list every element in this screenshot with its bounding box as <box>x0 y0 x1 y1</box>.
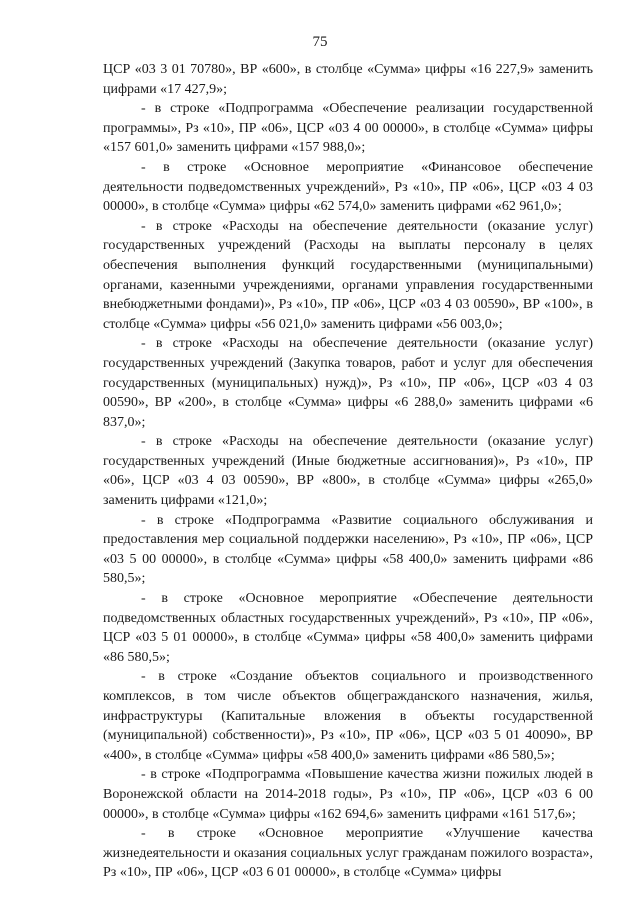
paragraph: - в строке «Основное мероприятие «Обеспечение деятельности подведомственных областных государственных учреждений», Рз «10», ПР «06», ЦСР «03 5 01 00000», в столбце «Сумма» цифры «58 400,0» заменить цифрами «86 580,5»; <box>103 591 593 665</box>
paragraph-continuation: ЦСР «03 3 01 70780», ВР «600», в столбце «Сумма» цифры «16 227,9» заменить цифрами «17 427,9»; <box>103 62 593 97</box>
paragraph: - в строке «Основное мероприятие «Улучшение качества жизнедеятельности и оказания социальных услуг гражданам пожилого возраста», Рз «10», ПР «06», ЦСР «03 6 01 00000», в столбце «Сумма» цифры <box>103 826 593 881</box>
paragraph: - в строке «Подпрограмма «Обеспечение реализации государственной программы», Рз «10», ПР «06», ЦСР «03 4 00 00000», в столбце «Сумма» цифры «157 601,0» заменить цифрами «157 988,0»; <box>103 101 593 156</box>
paragraph: - в строке «Расходы на обеспечение деятельности (оказание услуг) государственных учреждений (Закупка товаров, работ и услуг для обеспечения государственных (муниципальных) нужд)», Рз «10», ПР «06», ЦСР «03 4 03 00590», ВР «200», в столбце «Сумма» цифры «6 288,0» заменить цифрами «6 837,0»; <box>103 336 593 430</box>
paragraph: - в строке «Основное мероприятие «Финансовое обеспечение деятельности подведомственных учреждений», Рз «10», ПР «06», ЦСР «03 4 03 00000», в столбце «Сумма» цифры «62 574,0» заменить цифрами «62 961,0»; <box>103 159 593 215</box>
paragraph: - в строке «Подпрограмма «Повышение качества жизни пожилых людей в Воронежской области на 2014-2018 годы», Рз «10», ПР «06», ЦСР «03 6 00 00000», в столбце «Сумма» цифры «162 694,6» заменить цифрами «161 517,6»; <box>103 767 593 822</box>
paragraph: - в строке «Создание объектов социального и производственного комплексов, в том числе объектов общегражданского назначения, жилья, инфраструктуры (Капитальные вложения в объекты государственной (муниципальной) собственности)», Рз «10», ПР «06», ЦСР «03 5 01 40090», ВР «400», в столбце «Сумма» цифры «58 400,0» заменить цифрами «86 580,5»; <box>103 669 593 763</box>
paragraph: - в строке «Расходы на обеспечение деятельности (оказание услуг) государственных учреждений (Иные бюджетные ассигнования)», Рз «10», ПР «06», ЦСР «03 4 03 00590», ВР «800», в столбце «Сумма» цифры «265,0» заменить цифрами «121,0»; <box>103 434 593 509</box>
page-number: 75 <box>312 34 328 50</box>
paragraph: - в строке «Подпрограмма «Развитие социального обслуживания и предоставления мер социальной поддержки населению», Рз «10», ПР «06», ЦСР «03 5 00 00000», в столбце «Сумма» цифры «58 400,0» заменить цифрами «86 580,5»; <box>103 512 593 587</box>
paragraph: - в строке «Расходы на обеспечение деятельности (оказание услуг) государственных учреждений (Расходы на выплаты персоналу в целях обеспечения выполнения функций государственными (муниципальными) органами, казенными учреждениями, органами управления государственными внебюджетными фондами)», Рз «10», ПР «06», ЦСР «03 4 03 00590», ВР «100», в столбце «Сумма» цифры «56 021,0» заменить цифрами «56 003,0»; <box>103 218 593 332</box>
document-body <box>103 60 593 883</box>
